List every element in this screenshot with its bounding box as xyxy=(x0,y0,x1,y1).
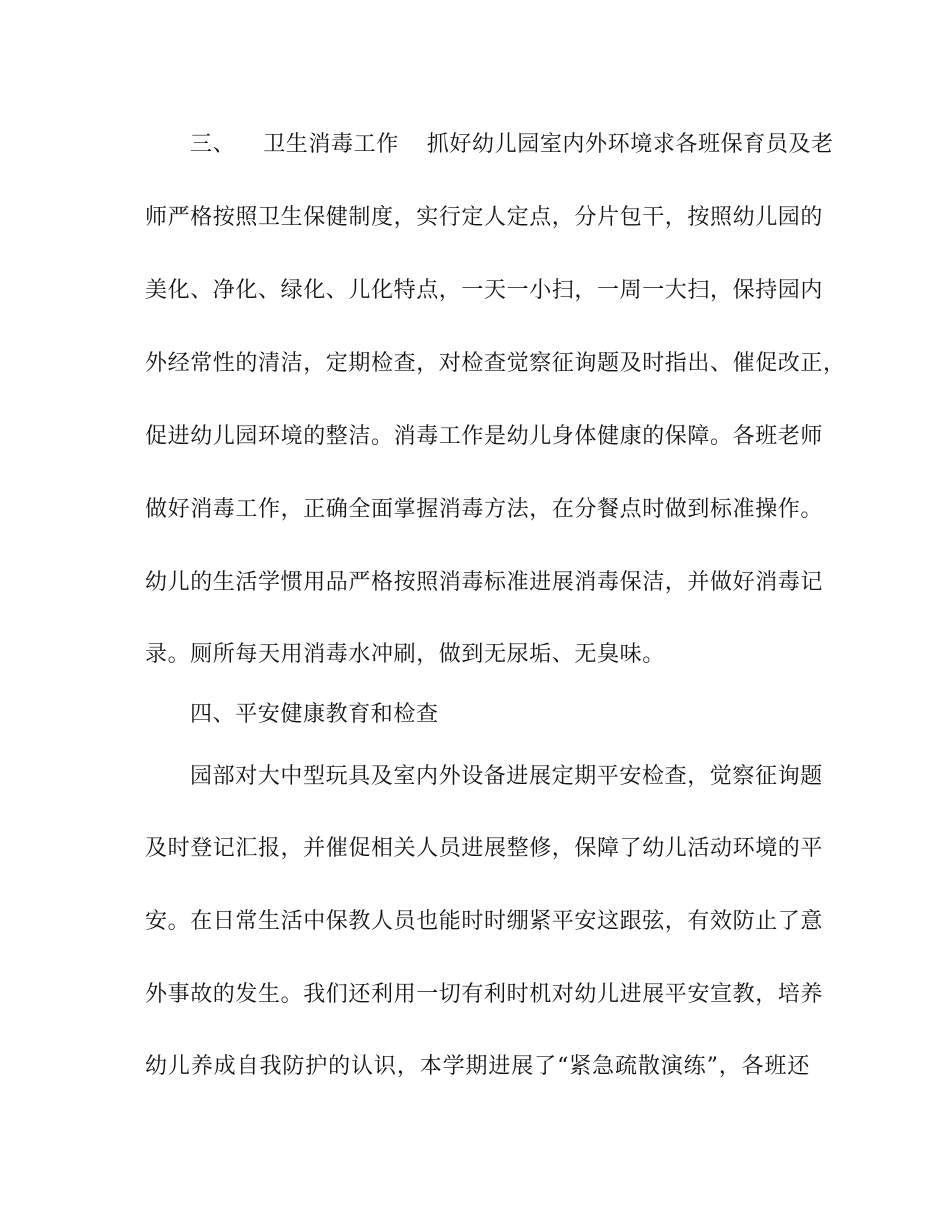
section4-line-3: 安。在日常生活中保教人员也能时时绷紧平安这跟弦，有效防止了意 xyxy=(145,909,824,934)
section3-heading-title: 卫生消毒工作 xyxy=(263,132,399,157)
section3-line-7: 幼儿的生活学惯用品严格按照消毒标准进展消毒保洁，并做好消毒记 xyxy=(145,570,824,595)
section3-line-3: 美化、净化、绿化、儿化特点，一天一小扫，一周一大扫，保持园内 xyxy=(145,278,824,303)
section3-heading-number: 三、 xyxy=(190,132,236,157)
section3-line-6: 做好消毒工作，正确全面掌握消毒方法，在分餐点时做到标准操作。 xyxy=(145,497,824,522)
section3-line-1: 抓好幼儿园室内外环境求各班保育员及老 xyxy=(426,132,834,157)
section3-line-4: 外经常性的清洁，定期检查，对检查觉察征询题及时指出、催促改正， xyxy=(145,351,846,376)
section4-line-1: 园部对大中型玩具及室内外设备进展定期平安检查，觉察征询题 xyxy=(190,764,823,789)
section4-line-2: 及时登记汇报，并催促相关人员进展整修，保障了幼儿活动环境的平 xyxy=(145,836,824,861)
section4-line-4: 外事故的发生。我们还利用一切有利时机对幼儿进展平安宣教，培养 xyxy=(145,982,824,1007)
section3-first-line xyxy=(190,130,834,160)
section4-heading: 四、平安健康教育和检查 xyxy=(190,702,439,727)
section4-line-5: 幼儿养成自我防护的认识，本学期进展了“紧急疏散演练”，各班还 xyxy=(145,1054,810,1079)
section3-line-8: 录。厕所每天用消毒水冲刷，做到无尿垢、无臭味。 xyxy=(145,642,665,667)
section3-line-5: 促进幼儿园环境的整洁。消毒工作是幼儿身体健康的保障。各班老师 xyxy=(145,424,824,449)
section3-line-2: 师严格按照卫生保健制度，实行定人定点，分片包干，按照幼儿园的 xyxy=(145,205,824,230)
